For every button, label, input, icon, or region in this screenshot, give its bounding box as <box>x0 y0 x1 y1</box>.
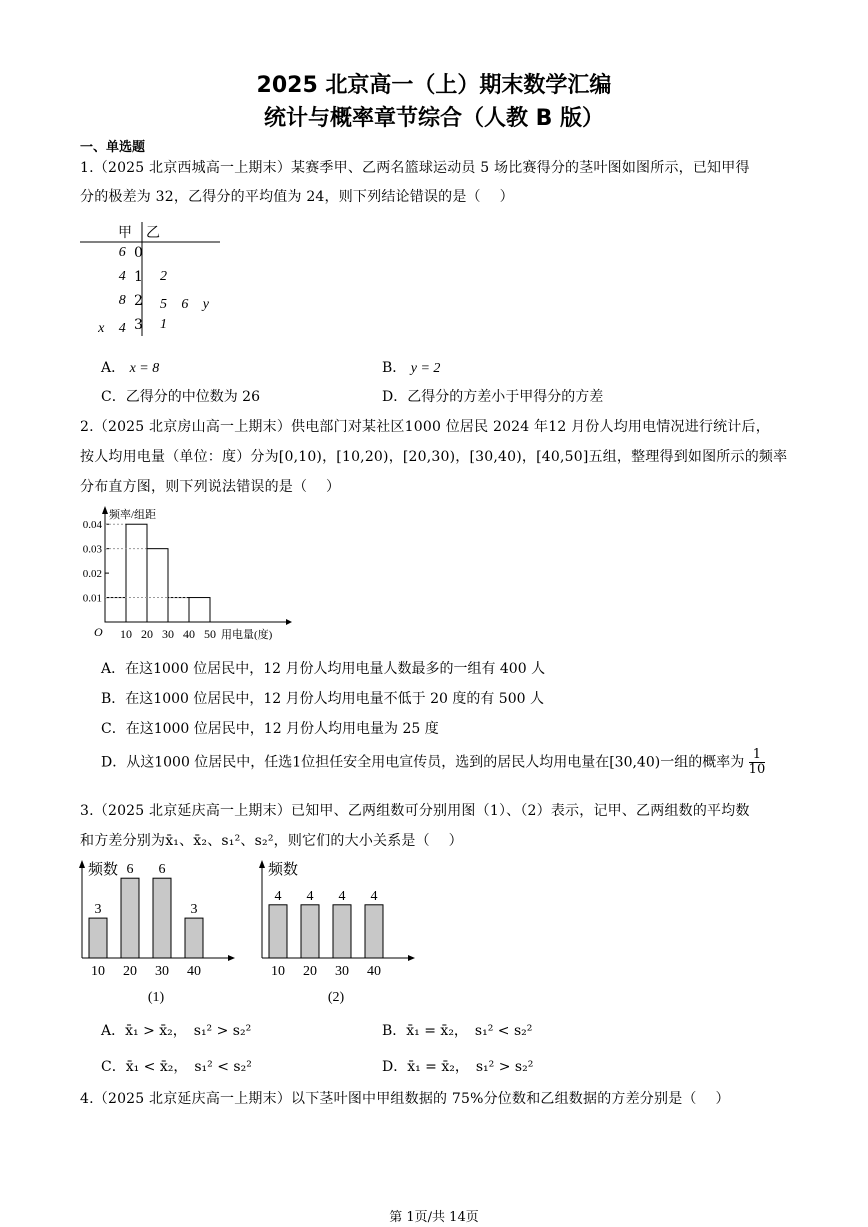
histogram-bar <box>105 598 126 622</box>
x-tick-label: 40 <box>183 627 195 641</box>
bar-value-label: 4 <box>338 888 346 904</box>
stem-leaf-left-2: 8 <box>118 293 126 308</box>
stem-leaf-right-2: 5 6 y <box>160 297 210 312</box>
q1-option-c: C．乙得分的中位数为 26 <box>101 389 260 405</box>
x-axis-arrow <box>228 955 235 961</box>
q3-option-d: D．x̄₁ = x̄₂， s₁² > s₂² <box>382 1059 534 1075</box>
y-axis-arrow <box>79 860 85 868</box>
bar-chart-1 <box>70 856 240 1006</box>
q1-option-b <box>382 357 440 377</box>
q1-option-b-math: y = 2 <box>410 361 441 376</box>
bar <box>89 918 107 958</box>
chart-caption: (1) <box>147 990 165 1005</box>
x-tick-label: 50 <box>204 627 216 641</box>
y-axis-label: 频率/组距 <box>109 509 157 521</box>
stem-leaf-header-left: 甲 <box>118 225 133 241</box>
stem-leaf-left-3: x 4 <box>98 321 126 336</box>
x-tick-label: 40 <box>367 964 381 979</box>
y-axis-arrow <box>259 860 265 868</box>
q3-option-c: C．x̄₁ < x̄₂， s₁² < s₂² <box>101 1059 252 1075</box>
frequency-histogram <box>76 500 296 648</box>
fraction-denominator: 10 <box>748 762 766 777</box>
q1-option-b-label: B． <box>382 360 407 376</box>
q2-option-c: C．在这1000 位居民中，12 月份人均用电量为 25 度 <box>101 721 439 737</box>
q3-option-b: B．x̄₁ = x̄₂， s₁² < s₂² <box>382 1023 533 1039</box>
stem-leaf-stem-3: 3 <box>134 317 144 333</box>
x-tick-label: 30 <box>335 964 349 979</box>
q3-line1: 3.（2025 北京延庆高一上期末）已知甲、乙两组数可分别用图（1）、（2）表示，记甲、乙两组数的平均数 <box>80 803 750 819</box>
q3-option-a: A．x̄₁ > x̄₂， s₁² > s₂² <box>101 1023 252 1039</box>
y-tick-label: 0.01 <box>82 592 102 605</box>
x-tick-label: 30 <box>162 627 174 641</box>
bar <box>121 878 139 958</box>
q4-line1: 4.（2025 北京延庆高一上期末）以下茎叶图中甲组数据的 75%分位数和乙组数据的方差分别是（ ） <box>80 1091 730 1107</box>
q2-line3: 分布直方图，则下列说法错误的是（ ） <box>80 479 341 495</box>
page-footer: 第 1页/共 14页 <box>389 1210 479 1225</box>
bar <box>301 905 319 958</box>
q1-option-a-math: x = 8 <box>129 361 160 376</box>
histogram-bar <box>168 598 189 622</box>
bar-value-label: 4 <box>274 888 282 904</box>
x-axis-label: 用电量(度) <box>221 629 273 641</box>
histogram-bar <box>126 524 147 622</box>
histogram-bar <box>147 549 168 622</box>
q1-line2: 分的极差为 32，乙得分的平均值为 24，则下列结论错误的是（ ） <box>80 189 514 205</box>
stem-leaf-left-1: 4 <box>118 269 126 284</box>
x-tick-label: 20 <box>141 627 153 641</box>
q2-line1: 2.（2025 北京房山高一上期末）供电部门对某社区1000 位居民 2024 年12 月份人均用电情况进行统计后， <box>80 419 770 435</box>
y-axis-label: 频数 <box>268 862 299 878</box>
stem-leaf-stem-0: 0 <box>134 245 144 261</box>
bar-value-label: 4 <box>306 888 314 904</box>
y-tick-label: 0.04 <box>82 519 102 532</box>
q2-option-d-text: D．从这1000 位居民中，任选1位担任安全用电宣传员，选到的居民人均用电量在[30,40)一组的概率为 <box>101 754 745 771</box>
x-tick-label: 30 <box>155 964 169 979</box>
q2-line2: 按人均用电量（单位：度）分为[0,10)，[10,20)，[20,30)，[30,40)，[40,50]五组，整理得到如图所示的频率 <box>80 449 788 465</box>
q1-option-a <box>101 357 159 377</box>
x-tick-label: 10 <box>120 627 132 641</box>
stem-leaf-header-right: 乙 <box>146 225 161 241</box>
q3-line2: 和方差分别为x̄₁、x̄₂、s₁²、s₂²，则它们的大小关系是（ ） <box>80 833 463 849</box>
bar-value-label: 3 <box>94 902 102 918</box>
page-subtitle: 统计与概率章节综合（人教 B 版） <box>263 106 605 131</box>
bar-value-label: 4 <box>370 888 378 904</box>
section-heading: 一、单选题 <box>80 140 146 155</box>
stem-leaf-right-3: 1 <box>160 317 168 332</box>
bar <box>185 918 203 958</box>
x-tick-label: 10 <box>91 964 105 979</box>
x-tick-label: 20 <box>123 964 137 979</box>
q1-option-d: D．乙得分的方差小于甲得分的方差 <box>382 389 604 405</box>
x-tick-label: 10 <box>271 964 285 979</box>
q1-line1: 1.（2025 北京西城高一上期末）某赛季甲、乙两名篮球运动员 5 场比赛得分的茎叶图如图所示，已知甲得 <box>80 160 750 176</box>
y-tick-label: 0.03 <box>82 543 102 556</box>
q2-option-a: A．在这1000 位居民中，12 月份人均用电量人数最多的一组有 400 人 <box>101 661 546 677</box>
x-axis-arrow <box>408 955 415 961</box>
origin-label: O <box>94 625 103 639</box>
q2-option-d <box>101 748 765 777</box>
y-axis-arrow <box>102 506 108 514</box>
page-title: 2025 北京高一（上）期末数学汇编 <box>256 73 612 98</box>
q1-option-a-label: A． <box>101 360 126 376</box>
fraction-numerator: 1 <box>749 748 766 763</box>
y-tick-label: 0.02 <box>82 568 102 581</box>
x-tick-label: 40 <box>187 964 201 979</box>
x-tick-label: 20 <box>303 964 317 979</box>
stem-leaf-right-1: 2 <box>160 269 168 284</box>
histogram-bar <box>189 598 210 622</box>
bar <box>333 905 351 958</box>
stem-leaf-stem-1: 1 <box>134 269 144 285</box>
x-axis-arrow <box>286 619 292 625</box>
bar-chart-2 <box>250 856 420 1006</box>
stem-leaf-left-0: 6 <box>118 245 126 260</box>
bar-value-label: 6 <box>126 862 134 878</box>
q2-option-b: B．在这1000 位居民中，12 月份人均用电量不低于 20 度的有 500 人 <box>101 691 544 707</box>
stem-leaf-stem-2: 2 <box>134 293 144 309</box>
q2-option-d-fraction <box>749 748 766 777</box>
chart-caption: (2) <box>327 990 345 1005</box>
y-axis-label: 频数 <box>88 862 119 878</box>
bar <box>153 878 171 958</box>
bar <box>365 905 383 958</box>
bar-value-label: 6 <box>158 862 166 878</box>
bar <box>269 905 287 958</box>
bar-value-label: 3 <box>190 902 198 918</box>
